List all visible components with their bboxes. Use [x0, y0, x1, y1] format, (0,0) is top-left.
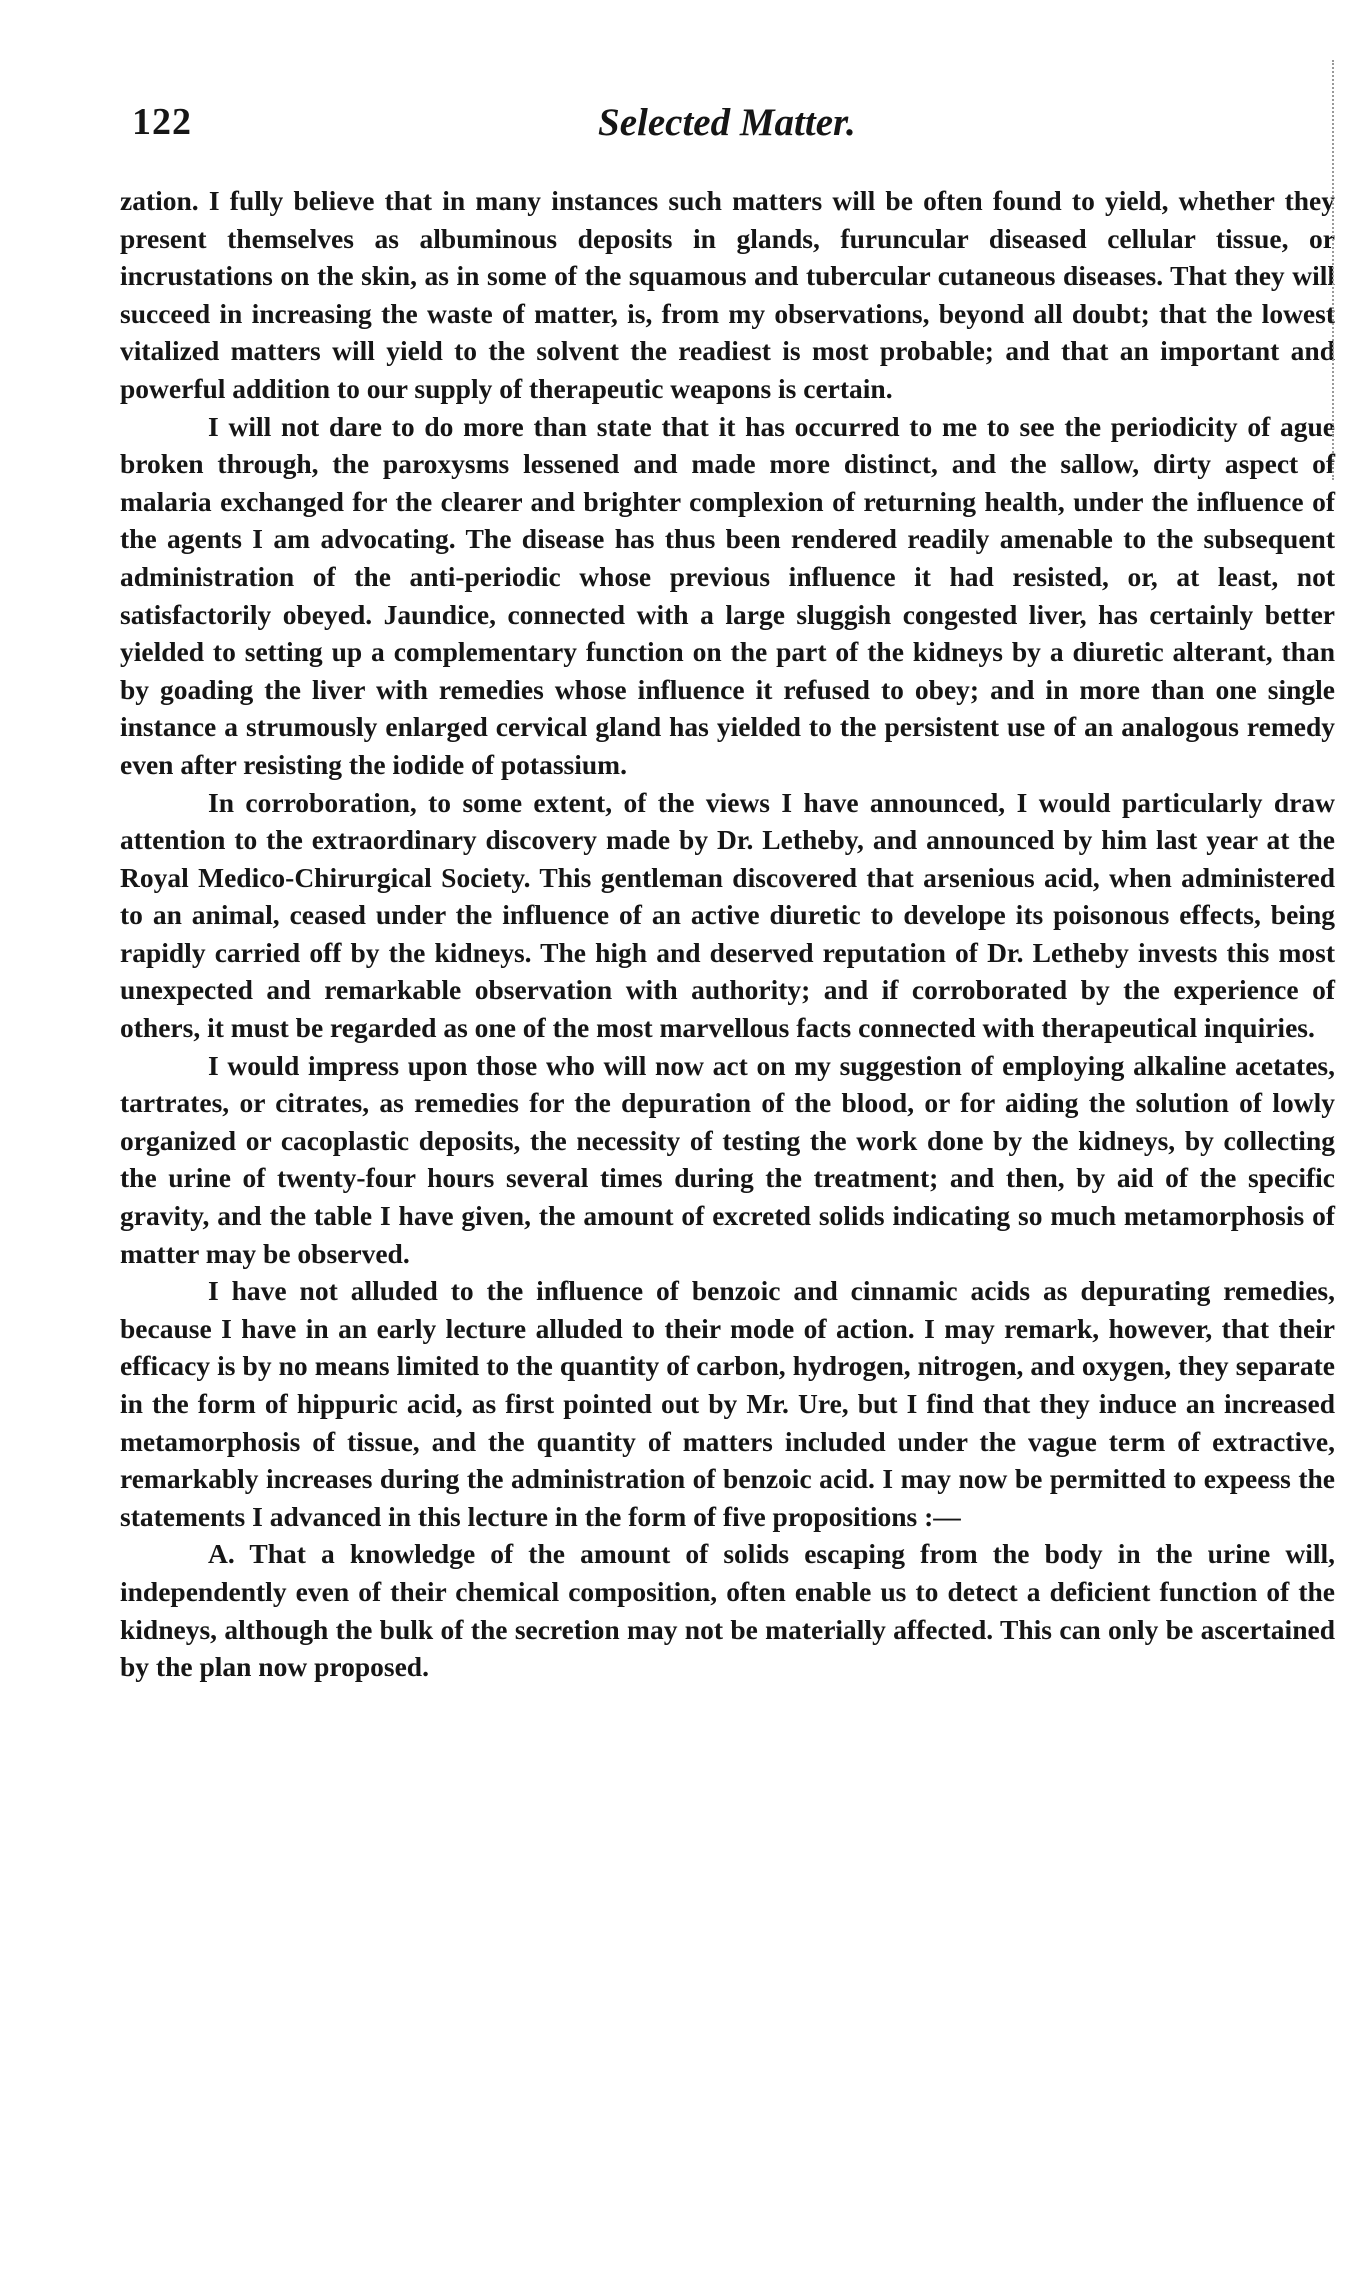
page-edge-mark	[1332, 60, 1336, 480]
paragraph-continuation: zation. I fully believe that in many instances such matters will be often found to yield, whether they present themselves as albuminous deposits in glands, furuncular diseased cellular tissue, or incrustations on the skin, as in some of the squamous and tubercular cutaneous diseases. That they will succeed in increasing the waste of matter, is, from my observations, beyond all doubt; that the lowest vitalized matters will yield to the solvent the readiest is most probable; and that an important and powerful addition to our supply of therapeutic weapons is certain.	[120, 185, 1335, 404]
proposition-a: A. That a knowledge of the amount of solids escaping from the body in the urine will, independently even of their chemical composition, often enable us to detect a deficient function of the kidneys, although the bulk of the secretion may not be materially affected. This can only be ascertained by the plan now proposed.	[120, 1538, 1335, 1683]
paragraph-letheby: In corroboration, to some extent, of the views I have announced, I would particularly draw attention to the extraordinary discovery made by Dr. Letheby, and announced by him last year at the Royal Medico-Chirurgical Society. This gentleman discovered that arsenious acid, when administered to an animal, ceased under the influence of an active diuretic to develope its poisonous effects, being rapidly carried off by the kidneys. The high and deserved reputation of Dr. Letheby invests this most unexpected and remarkable observation with authority; and if corroborated by the experience of others, it must be regarded as one of the most marvellous facts connected with therapeutical inquiries.	[120, 786, 1335, 1044]
paragraph-benzoic-acids: I have not alluded to the influence of benzoic and cinnamic acids as depurating remedies, because I have in an early lecture alluded to their mode of action. I may remark, however, that their efficacy is by no means limited to the quantity of carbon, hydrogen, nitrogen, and oxygen, they separate in the form of hippuric acid, as first pointed out by Mr. Ure, but I find that they induce an increased metamorphosis of tissue, and the quantity of matters included under the vague term of extractive, remarkably increases during the administration of benzoic acid. I may now be permitted to expeess the statements I advanced in this lecture in the form of five propositions :—	[120, 1275, 1335, 1532]
page-number: 122	[132, 101, 192, 143]
body-text	[120, 182, 1335, 1686]
paragraph-ague: I will not dare to do more than state that it has occurred to me to see the periodicity of ague broken through, the paroxysms lessened and made more distinct, and the sallow, dirty aspect of malaria exchanged for the clearer and brighter complexion of returning health, under the influence of the agents I am advocating. The disease has thus been rendered readily amenable to the subsequent administration of the anti-periodic whose previous influence it had resisted, or, at least, not satisfactorily obeyed. Jaundice, connected with a large sluggish congested liver, has certainly better yielded to setting up a complementary function on the part of the kidneys by a diuretic alterant, than by goading the liver with remedies whose influence it refused to obey; and in more than one single instance a strumously enlarged cervical gland has yielded to the persistent use of an analogous remedy even after resisting the iodide of potassium.	[120, 410, 1335, 780]
running-title: Selected Matter.	[598, 101, 856, 144]
running-head	[128, 100, 1268, 160]
paragraph-alkaline-remedies: I would impress upon those who will now act on my suggestion of employing alkaline acetates, tartrates, or citrates, as remedies for the depuration of the blood, or for aiding the solution of lowly organized or cacoplastic deposits, the necessity of testing the work done by the kidneys, by collecting the urine of twenty-four hours several times during the treatment; and then, by aid of the specific gravity, and the table I have given, the amount of excreted solids indicating so much metamorphosis of matter may be observed.	[120, 1049, 1335, 1269]
